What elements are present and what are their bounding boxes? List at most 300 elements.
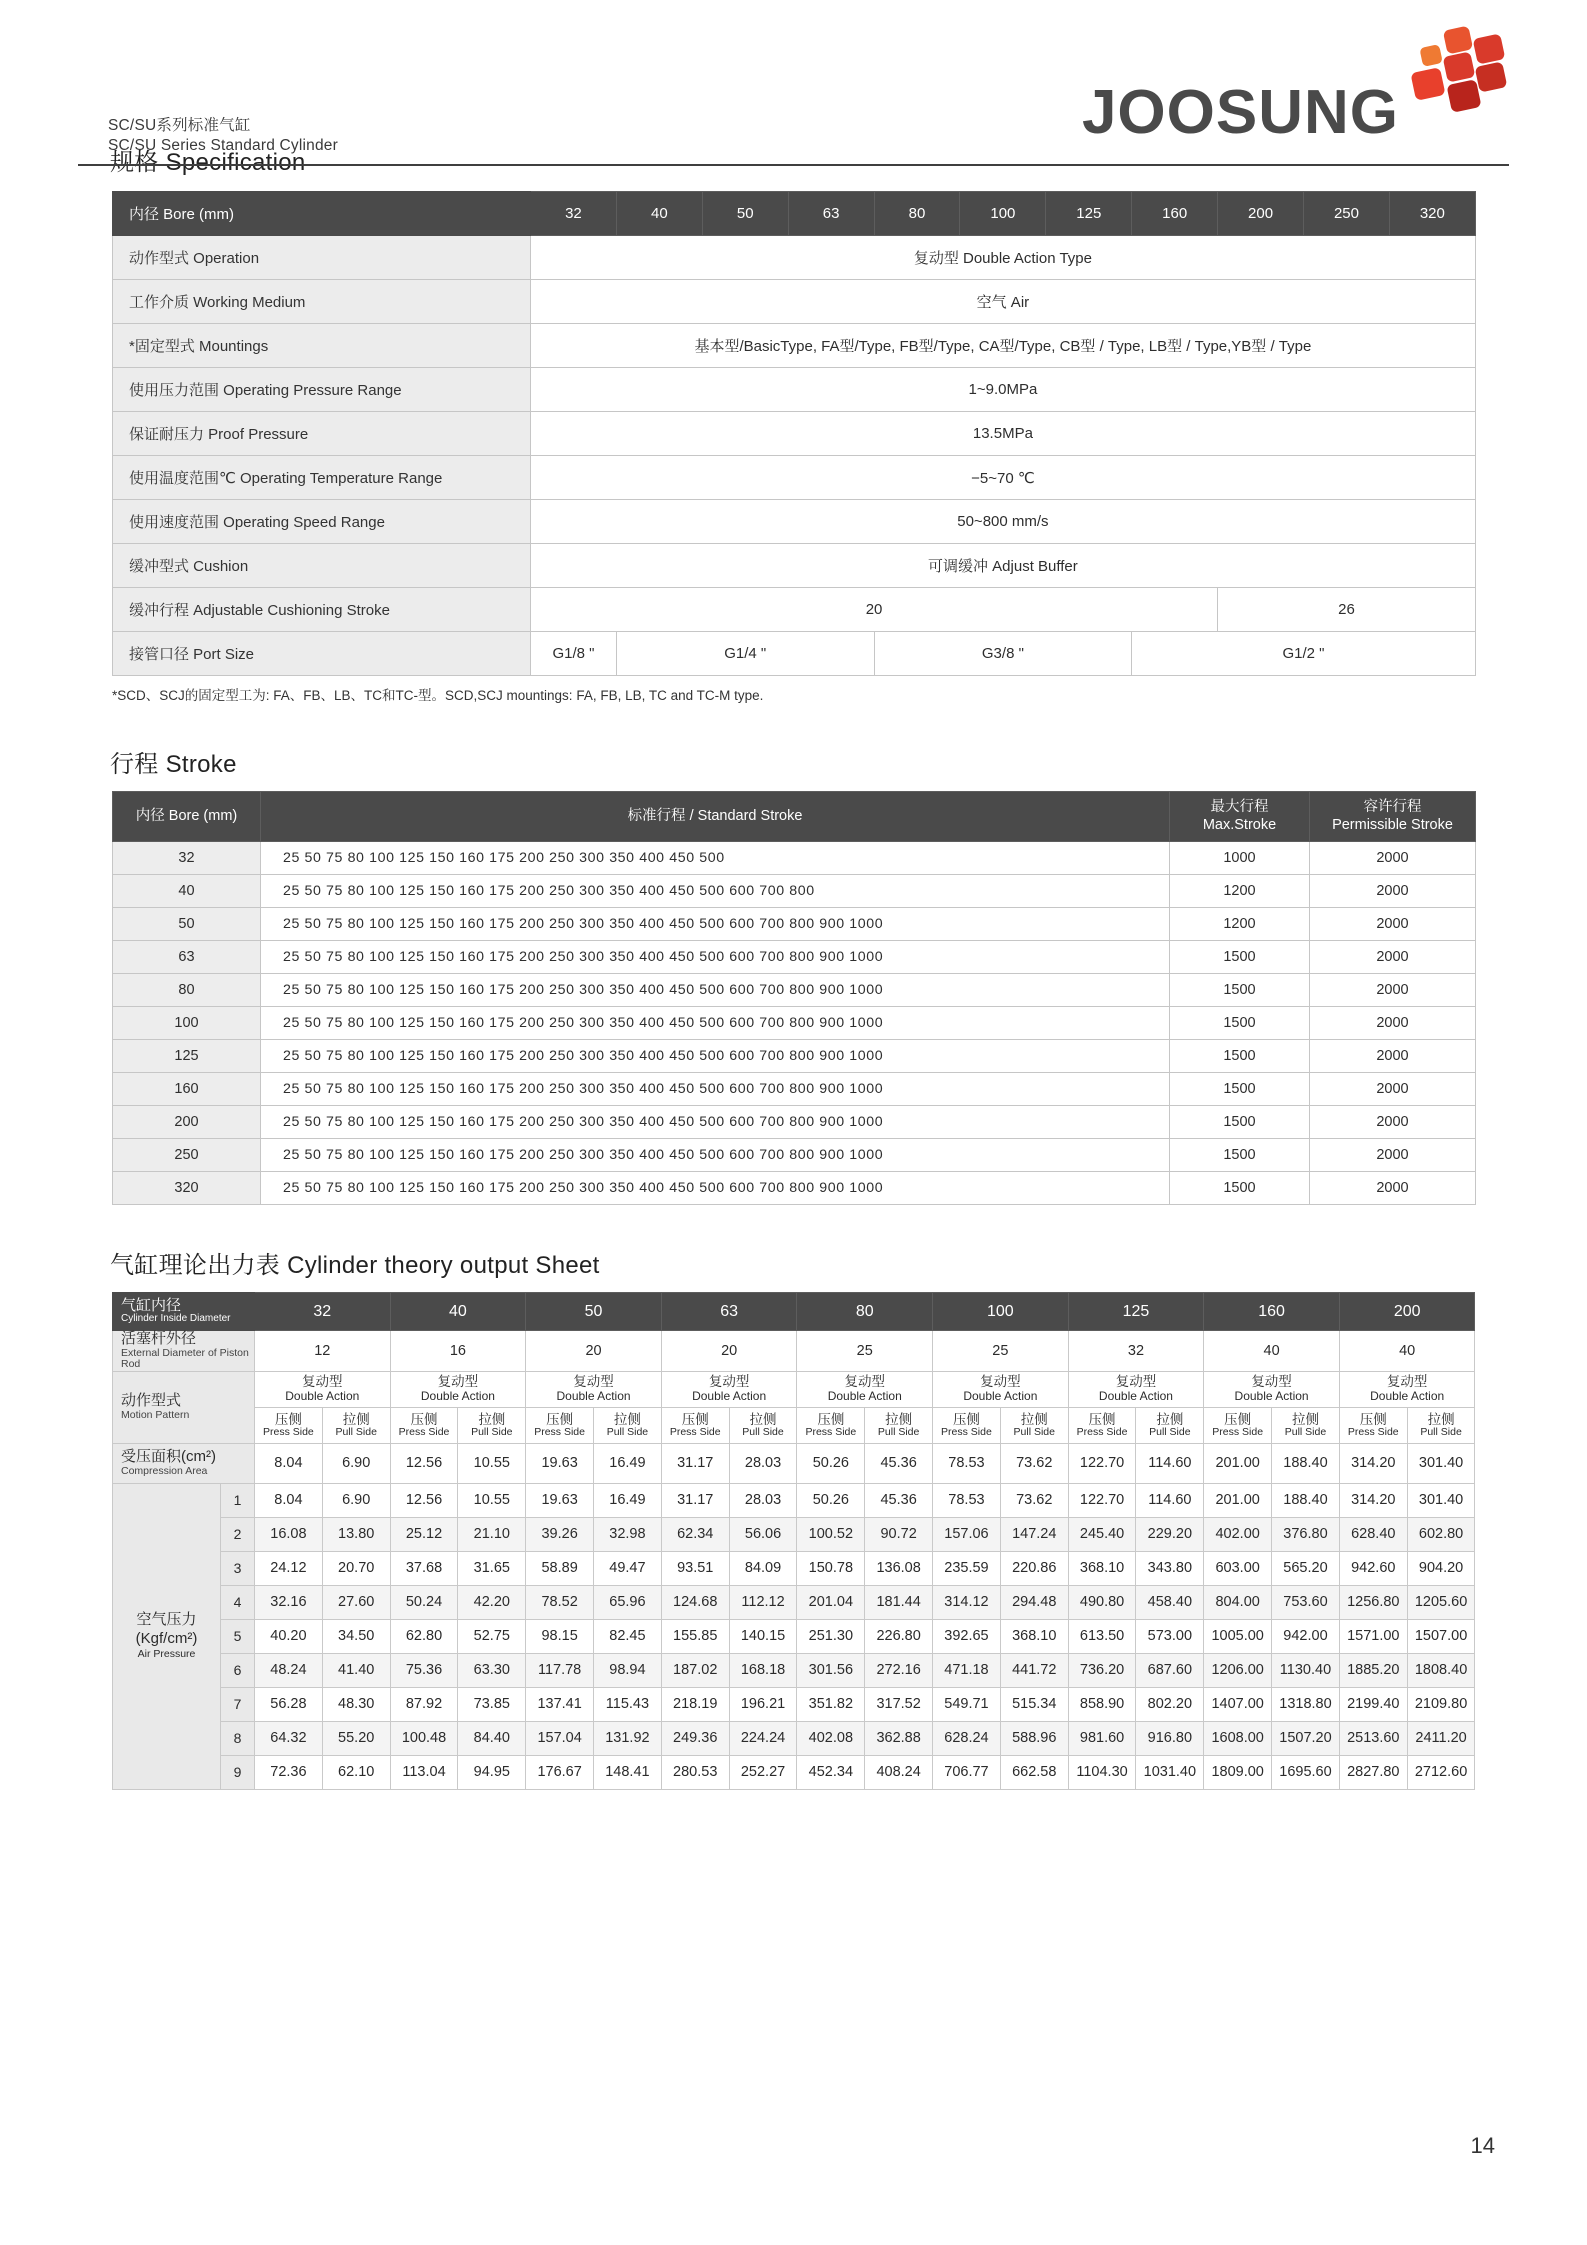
output-force-value: 16.08 (255, 1517, 323, 1551)
stroke-table-row (113, 842, 1476, 875)
output-force-value: 1256.80 (1339, 1585, 1407, 1619)
output-force-value: 42.20 (458, 1585, 526, 1619)
output-area-value: 10.55 (458, 1443, 526, 1483)
output-force-value: 58.89 (526, 1551, 594, 1585)
da-en-7: Double Action (1234, 1388, 1309, 1403)
output-pressure-index: 1 (221, 1483, 255, 1517)
stroke-max: 1500 (1170, 941, 1310, 974)
stroke-max: 1500 (1170, 1007, 1310, 1040)
press-en-6: Press Side (1076, 1425, 1128, 1438)
spec-row-port-size (113, 632, 1476, 676)
joosung-logo-icon (1399, 26, 1509, 116)
output-label-rod-cn: 活塞杆外径 (121, 1330, 197, 1347)
output-double-action-2 (526, 1371, 662, 1407)
output-force-value: 41.40 (322, 1653, 390, 1687)
output-force-value: 317.52 (865, 1687, 933, 1721)
output-force-value: 402.08 (797, 1721, 865, 1755)
output-force-value: 802.20 (1136, 1687, 1204, 1721)
output-force-value: 117.78 (526, 1653, 594, 1687)
pull-en-8: Pull Side (1420, 1425, 1462, 1438)
output-force-value: 804.00 (1204, 1585, 1272, 1619)
output-force-value: 40.20 (255, 1619, 323, 1653)
output-force-value: 78.53 (933, 1483, 1001, 1517)
stroke-standard-list: 25 50 75 80 100 125 150 160 175 200 250 300 350 400 450 500 600 700 800 900 1000 (261, 1139, 1170, 1172)
output-force-value: 56.28 (255, 1687, 323, 1721)
da-cn-3: 复动型 (708, 1374, 750, 1390)
press-en-7: Press Side (1212, 1425, 1264, 1438)
output-area-value: 45.36 (865, 1443, 933, 1483)
output-force-value: 408.24 (865, 1755, 933, 1789)
output-row-side-headers (113, 1407, 1475, 1443)
da-en-4: Double Action (827, 1388, 902, 1403)
stroke-standard-list: 25 50 75 80 100 125 150 160 175 200 250 300 350 400 450 500 600 700 800 900 1000 (261, 1007, 1170, 1040)
spec-value-port-g18: G1/8 " (531, 632, 617, 676)
stroke-bore: 80 (113, 974, 261, 1007)
output-force-value: 402.00 (1204, 1517, 1272, 1551)
output-force-value: 628.40 (1339, 1517, 1407, 1551)
output-force-value: 314.20 (1339, 1483, 1407, 1517)
output-force-value: 48.30 (322, 1687, 390, 1721)
output-force-value: 1205.60 (1407, 1585, 1475, 1619)
press-cn-4: 压侧 (817, 1411, 845, 1427)
stroke-permissible: 2000 (1310, 941, 1476, 974)
output-force-value: 28.03 (729, 1483, 797, 1517)
spec-label-cushion: 缓冲型式 Cushion (113, 544, 531, 588)
output-force-value: 64.32 (255, 1721, 323, 1755)
output-force-value: 942.60 (1339, 1551, 1407, 1585)
stroke-table-row (113, 1106, 1476, 1139)
output-area-value: 314.20 (1339, 1443, 1407, 1483)
output-force-value: 150.78 (797, 1551, 865, 1585)
spec-bore-100: 100 (960, 192, 1046, 236)
spec-bore-250: 250 (1304, 192, 1390, 236)
press-en-0: Press Side (263, 1425, 314, 1438)
output-bore-32: 32 (255, 1293, 391, 1331)
output-force-value: 201.04 (797, 1585, 865, 1619)
output-force-value: 98.94 (594, 1653, 662, 1687)
output-pull-side-4 (865, 1407, 933, 1443)
output-force-value: 942.00 (1272, 1619, 1340, 1653)
output-force-value: 251.30 (797, 1619, 865, 1653)
output-force-value: 916.80 (1136, 1721, 1204, 1755)
output-force-value: 93.51 (661, 1551, 729, 1585)
output-press-side-0 (255, 1407, 323, 1443)
output-force-value: 1206.00 (1204, 1653, 1272, 1687)
output-force-value: 157.06 (933, 1517, 1001, 1551)
output-force-value: 1808.40 (1407, 1653, 1475, 1687)
output-rod-4: 25 (797, 1331, 933, 1372)
da-cn-0: 复动型 (302, 1374, 343, 1390)
press-cn-5: 压侧 (952, 1411, 980, 1427)
output-area-value: 50.26 (797, 1443, 865, 1483)
output-pressure-row (113, 1755, 1475, 1789)
stroke-permissible: 2000 (1310, 1040, 1476, 1073)
output-force-value: 1507.00 (1407, 1619, 1475, 1653)
output-force-value: 187.02 (661, 1653, 729, 1687)
da-en-6: Double Action (1098, 1388, 1173, 1403)
output-force-value: 904.20 (1407, 1551, 1475, 1585)
output-label-motion-pattern (113, 1371, 255, 1443)
output-row-motion-pattern (113, 1371, 1475, 1407)
output-force-value: 27.60 (322, 1585, 390, 1619)
da-en-2: Double Action (556, 1388, 631, 1403)
spec-header-row (113, 192, 1476, 236)
output-force-value: 24.12 (255, 1551, 323, 1585)
output-force-value: 376.80 (1272, 1517, 1340, 1551)
spec-label-cushion-stroke: 缓冲行程 Adjustable Cushioning Stroke (113, 588, 531, 632)
output-label-motion-cn: 动作型式 (121, 1392, 182, 1410)
stroke-max: 1500 (1170, 1073, 1310, 1106)
da-cn-2: 复动型 (573, 1374, 614, 1390)
output-force-value: 736.20 (1068, 1653, 1136, 1687)
stroke-permissible: 2000 (1310, 1073, 1476, 1106)
output-force-value: 458.40 (1136, 1585, 1204, 1619)
stroke-table (112, 791, 1476, 1205)
output-force-value: 55.20 (322, 1721, 390, 1755)
press-en-2: Press Side (534, 1425, 585, 1438)
spec-bore-50: 50 (702, 192, 788, 236)
header-divider (78, 164, 1509, 166)
stroke-header-max-cn: 最大行程 (1210, 799, 1269, 816)
pull-en-5: Pull Side (1013, 1425, 1055, 1438)
pull-cn-3: 拉侧 (749, 1411, 777, 1427)
output-pull-side-6 (1136, 1407, 1204, 1443)
output-label-rod-diameter (113, 1331, 255, 1372)
output-force-value: 73.62 (1000, 1483, 1068, 1517)
output-force-value: 48.24 (255, 1653, 323, 1687)
stroke-bore: 125 (113, 1040, 261, 1073)
stroke-max: 1200 (1170, 875, 1310, 908)
stroke-standard-list: 25 50 75 80 100 125 150 160 175 200 250 300 350 400 450 500 600 700 800 900 1000 (261, 1040, 1170, 1073)
output-area-value: 114.60 (1136, 1443, 1204, 1483)
pull-en-4: Pull Side (877, 1425, 920, 1438)
output-force-value: 1885.20 (1339, 1653, 1407, 1687)
output-force-value: 368.10 (1068, 1551, 1136, 1585)
stroke-bore: 40 (113, 875, 261, 908)
stroke-header-perm (1310, 792, 1476, 842)
spec-bore-200: 200 (1218, 192, 1304, 236)
pull-cn-8: 拉侧 (1427, 1411, 1455, 1427)
output-force-value: 294.48 (1000, 1585, 1068, 1619)
pull-en-2: Pull Side (606, 1425, 649, 1438)
output-pressure-index: 8 (221, 1721, 255, 1755)
output-force-value: 441.72 (1000, 1653, 1068, 1687)
output-force-value: 628.24 (933, 1721, 1001, 1755)
output-pressure-row (113, 1721, 1475, 1755)
output-force-value: 73.85 (458, 1687, 526, 1721)
spec-label-port-size: 接管口径 Port Size (113, 632, 531, 676)
stroke-standard-list: 25 50 75 80 100 125 150 160 175 200 250 300 350 400 450 500 600 700 800 900 1000 (261, 974, 1170, 1007)
output-row-inside-diameter (113, 1293, 1475, 1331)
stroke-table-row (113, 1040, 1476, 1073)
output-pressure-row (113, 1687, 1475, 1721)
stroke-max: 1500 (1170, 1040, 1310, 1073)
spec-bore-160: 160 (1132, 192, 1218, 236)
output-force-value: 137.41 (526, 1687, 594, 1721)
output-area-value: 201.00 (1204, 1443, 1272, 1483)
stroke-max: 1500 (1170, 974, 1310, 1007)
spec-label-operation: 动作型式 Operation (113, 236, 531, 280)
output-pressure-row (113, 1619, 1475, 1653)
spec-bore-32: 32 (531, 192, 617, 236)
output-force-value: 1809.00 (1204, 1755, 1272, 1789)
stroke-section-title: 行程 Stroke (110, 751, 237, 778)
output-force-value: 362.88 (865, 1721, 933, 1755)
press-cn-2: 压侧 (546, 1411, 574, 1427)
spec-value-temperature: −5~70 ℃ (531, 456, 1476, 500)
output-force-value: 115.43 (594, 1687, 662, 1721)
output-pressure-row (113, 1653, 1475, 1687)
output-force-value: 220.86 (1000, 1551, 1068, 1585)
output-force-value: 368.10 (1000, 1619, 1068, 1653)
stroke-standard-list: 25 50 75 80 100 125 150 160 175 200 250 300 350 400 450 500 (261, 842, 1170, 875)
spec-value-speed: 50~800 mm/s (531, 500, 1476, 544)
output-force-value: 62.10 (322, 1755, 390, 1789)
output-force-value: 122.70 (1068, 1483, 1136, 1517)
pull-en-0: Pull Side (335, 1425, 377, 1438)
output-force-value: 39.26 (526, 1517, 594, 1551)
press-cn-7: 压侧 (1224, 1411, 1252, 1427)
output-double-action-5 (933, 1371, 1069, 1407)
air-pressure-cn: 空气压力 (136, 1611, 197, 1629)
output-area-value: 28.03 (729, 1443, 797, 1483)
press-en-4: Press Side (805, 1425, 857, 1438)
output-force-value: 2109.80 (1407, 1687, 1475, 1721)
output-force-value: 1130.40 (1272, 1653, 1340, 1687)
output-force-value: 392.65 (933, 1619, 1001, 1653)
output-force-value: 858.90 (1068, 1687, 1136, 1721)
spec-bore-80: 80 (874, 192, 960, 236)
output-pressure-index: 4 (221, 1585, 255, 1619)
spec-label-speed: 使用速度范围 Operating Speed Range (113, 500, 531, 544)
spec-row-operation (113, 236, 1476, 280)
press-en-1: Press Side (398, 1425, 450, 1438)
spec-value-cushion: 可调缓冲 Adjust Buffer (531, 544, 1476, 588)
output-force-value: 2827.80 (1339, 1755, 1407, 1789)
spec-label-proof-pressure: 保证耐压力 Proof Pressure (113, 412, 531, 456)
header-title-cn: SC/SU系列标准气缸 (108, 117, 251, 134)
output-force-value: 1507.20 (1272, 1721, 1340, 1755)
output-force-value: 32.98 (594, 1517, 662, 1551)
output-force-value: 176.67 (526, 1755, 594, 1789)
press-cn-1: 压侧 (410, 1411, 438, 1427)
output-force-value: 45.36 (865, 1483, 933, 1517)
spec-row-mountings (113, 324, 1476, 368)
output-force-value: 13.80 (322, 1517, 390, 1551)
spec-value-mountings: 基本型/BasicType, FA型/Type, FB型/Type, CA型/Type, CB型 / Type, LB型 / Type,YB型 / Type (531, 324, 1476, 368)
spec-label-temperature: 使用温度范围℃ Operating Temperature Range (113, 456, 531, 500)
output-press-side-8 (1339, 1407, 1407, 1443)
output-force-value: 280.53 (661, 1755, 729, 1789)
stroke-standard-list: 25 50 75 80 100 125 150 160 175 200 250 300 350 400 450 500 600 700 800 (261, 875, 1170, 908)
stroke-max: 1500 (1170, 1106, 1310, 1139)
output-force-value: 603.00 (1204, 1551, 1272, 1585)
output-force-value: 62.80 (390, 1619, 458, 1653)
output-label-motion-en: Motion Pattern (121, 1408, 190, 1421)
output-force-value: 124.68 (661, 1585, 729, 1619)
stroke-table-row (113, 1073, 1476, 1106)
spec-row-temperature (113, 456, 1476, 500)
output-force-value: 72.36 (255, 1755, 323, 1789)
stroke-max: 1500 (1170, 1139, 1310, 1172)
output-force-value: 1695.60 (1272, 1755, 1340, 1789)
output-force-value: 19.63 (526, 1483, 594, 1517)
output-pull-side-7 (1272, 1407, 1340, 1443)
output-force-value: 84.09 (729, 1551, 797, 1585)
stroke-bore: 63 (113, 941, 261, 974)
output-force-value: 131.92 (594, 1721, 662, 1755)
output-force-value: 37.68 (390, 1551, 458, 1585)
press-en-5: Press Side (941, 1425, 992, 1438)
output-area-value: 78.53 (933, 1443, 1001, 1483)
output-force-value: 52.75 (458, 1619, 526, 1653)
output-force-value: 196.21 (729, 1687, 797, 1721)
output-rod-0: 12 (255, 1331, 391, 1372)
spec-value-cushion-stroke-26: 26 (1218, 588, 1476, 632)
output-area-value: 12.56 (390, 1443, 458, 1483)
output-force-value: 148.41 (594, 1755, 662, 1789)
output-row-compression-area (113, 1443, 1475, 1483)
output-force-value: 252.27 (729, 1755, 797, 1789)
output-force-value: 706.77 (933, 1755, 1001, 1789)
output-label-area-cn: 受压面积(cm²) (121, 1448, 216, 1466)
output-force-value: 147.24 (1000, 1517, 1068, 1551)
stroke-permissible: 2000 (1310, 1139, 1476, 1172)
output-force-value: 75.36 (390, 1653, 458, 1687)
page-number: 14 (1470, 2133, 1495, 2158)
stroke-permissible: 2000 (1310, 974, 1476, 1007)
output-force-value: 65.96 (594, 1585, 662, 1619)
output-press-side-5 (933, 1407, 1001, 1443)
output-pressure-index: 7 (221, 1687, 255, 1721)
output-force-value: 471.18 (933, 1653, 1001, 1687)
output-bore-125: 125 (1068, 1293, 1204, 1331)
output-force-value: 140.15 (729, 1619, 797, 1653)
output-pressure-index: 3 (221, 1551, 255, 1585)
output-label-air-pressure (113, 1483, 221, 1789)
da-cn-7: 复动型 (1251, 1374, 1292, 1390)
header-titles (108, 116, 338, 156)
output-force-value: 351.82 (797, 1687, 865, 1721)
spec-value-medium: 空气 Air (531, 280, 1476, 324)
output-force-value: 100.48 (390, 1721, 458, 1755)
output-force-value: 2712.60 (1407, 1755, 1475, 1789)
output-pressure-index: 2 (221, 1517, 255, 1551)
press-en-3: Press Side (669, 1425, 721, 1438)
output-pressure-index: 9 (221, 1755, 255, 1789)
specification-section-title: 规格 Specification (110, 149, 306, 176)
output-force-value: 301.56 (797, 1653, 865, 1687)
stroke-bore: 100 (113, 1007, 261, 1040)
da-en-8: Double Action (1370, 1388, 1445, 1403)
output-force-value: 753.60 (1272, 1585, 1340, 1619)
stroke-header-perm-en: Permissible Stroke (1332, 816, 1453, 833)
output-force-value: 50.26 (797, 1483, 865, 1517)
output-force-value: 201.00 (1204, 1483, 1272, 1517)
output-force-value: 687.60 (1136, 1653, 1204, 1687)
stroke-header-perm-cn: 容许行程 (1363, 799, 1422, 816)
spec-value-pressure-range: 1~9.0MPa (531, 368, 1476, 412)
stroke-standard-list: 25 50 75 80 100 125 150 160 175 200 250 300 350 400 450 500 600 700 800 900 1000 (261, 1106, 1170, 1139)
output-force-value: 63.30 (458, 1653, 526, 1687)
output-force-value: 20.70 (322, 1551, 390, 1585)
output-pull-side-8 (1407, 1407, 1475, 1443)
output-force-value: 31.65 (458, 1551, 526, 1585)
output-bore-40: 40 (390, 1293, 526, 1331)
stroke-standard-list: 25 50 75 80 100 125 150 160 175 200 250 300 350 400 450 500 600 700 800 900 1000 (261, 1073, 1170, 1106)
output-force-value: 1005.00 (1204, 1619, 1272, 1653)
spec-row-cushion-stroke (113, 588, 1476, 632)
output-force-value: 112.12 (729, 1585, 797, 1619)
output-force-value: 56.06 (729, 1517, 797, 1551)
output-force-value: 218.19 (661, 1687, 729, 1721)
output-area-value: 188.40 (1272, 1443, 1340, 1483)
da-cn-4: 复动型 (844, 1374, 885, 1390)
output-pressure-row (113, 1585, 1475, 1619)
header-title-en: SC/SU Series Standard Cylinder (108, 136, 338, 154)
spec-bore-63: 63 (788, 192, 874, 236)
output-double-action-7 (1204, 1371, 1340, 1407)
stroke-header-row (113, 792, 1476, 842)
press-cn-3: 压侧 (681, 1411, 709, 1427)
output-pull-side-0 (322, 1407, 390, 1443)
output-force-value: 2411.20 (1407, 1721, 1475, 1755)
output-rod-8: 40 (1339, 1331, 1475, 1372)
output-pressure-row (113, 1483, 1475, 1517)
output-force-value: 87.92 (390, 1687, 458, 1721)
spec-row-medium (113, 280, 1476, 324)
output-force-value: 343.80 (1136, 1551, 1204, 1585)
stroke-table-row (113, 1139, 1476, 1172)
spec-row-pressure-range (113, 368, 1476, 412)
output-force-value: 245.40 (1068, 1517, 1136, 1551)
stroke-header-bore: 内径 Bore (mm) (113, 792, 261, 842)
spec-bore-320: 320 (1389, 192, 1475, 236)
stroke-permissible: 2000 (1310, 1172, 1476, 1205)
output-press-side-1 (390, 1407, 458, 1443)
pull-en-3: Pull Side (742, 1425, 784, 1438)
pull-cn-4: 拉侧 (885, 1411, 913, 1427)
output-double-action-0 (255, 1371, 391, 1407)
stroke-permissible: 2000 (1310, 1106, 1476, 1139)
output-force-value: 84.40 (458, 1721, 526, 1755)
output-rod-3: 20 (661, 1331, 797, 1372)
output-area-value: 16.49 (594, 1443, 662, 1483)
stroke-max: 1200 (1170, 908, 1310, 941)
output-force-value: 314.12 (933, 1585, 1001, 1619)
output-force-value: 573.00 (1136, 1619, 1204, 1653)
output-double-action-3 (661, 1371, 797, 1407)
output-force-value: 272.16 (865, 1653, 933, 1687)
spec-row-speed (113, 500, 1476, 544)
output-rod-6: 32 (1068, 1331, 1204, 1372)
output-force-value: 1407.00 (1204, 1687, 1272, 1721)
output-force-value: 62.34 (661, 1517, 729, 1551)
output-bore-200: 200 (1339, 1293, 1475, 1331)
output-rod-1: 16 (390, 1331, 526, 1372)
spec-value-proof-pressure: 13.5MPa (531, 412, 1476, 456)
spec-bore-40: 40 (616, 192, 702, 236)
pull-en-1: Pull Side (471, 1425, 513, 1438)
output-force-value: 602.80 (1407, 1517, 1475, 1551)
press-en-8: Press Side (1347, 1425, 1399, 1438)
output-force-value: 549.71 (933, 1687, 1001, 1721)
spec-value-cushion-stroke-20: 20 (531, 588, 1218, 632)
output-force-value: 1031.40 (1136, 1755, 1204, 1789)
output-press-side-6 (1068, 1407, 1136, 1443)
output-pull-side-2 (594, 1407, 662, 1443)
stroke-bore: 200 (113, 1106, 261, 1139)
